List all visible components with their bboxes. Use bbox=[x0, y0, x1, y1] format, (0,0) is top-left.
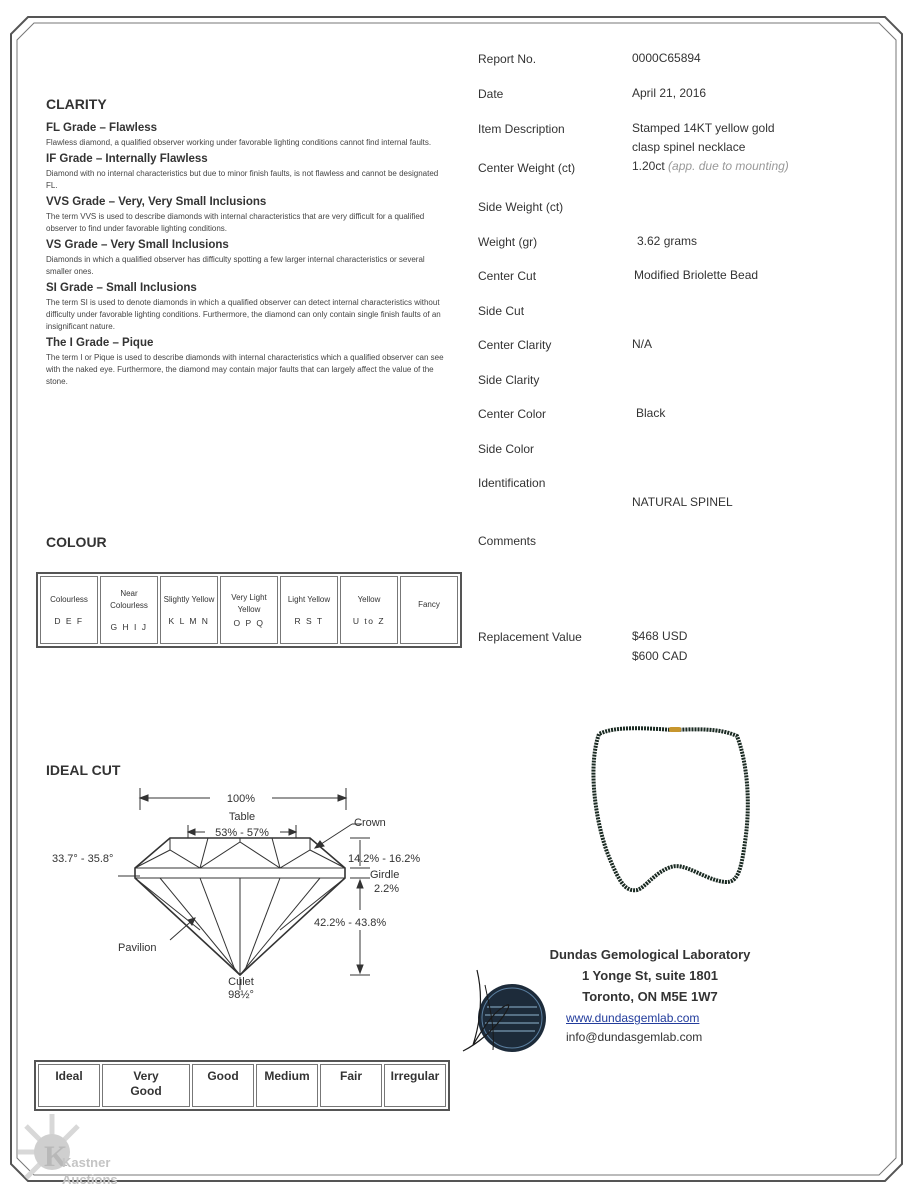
width-label: 100% bbox=[226, 793, 256, 805]
colour-cell bbox=[340, 576, 398, 644]
cut-grade-cell: Ideal bbox=[38, 1064, 100, 1107]
center-cut-label: Center Cut bbox=[478, 269, 537, 283]
colour-cell-letters: O P Q bbox=[233, 618, 265, 628]
lab-name: Dundas Gemological Laboratory bbox=[549, 947, 751, 962]
grade-description: Flawless diamond, a qualified observer working under favorable lighting conditions cannot find internal faults. bbox=[46, 138, 432, 147]
cut-grade-cell: Medium bbox=[256, 1064, 318, 1107]
lab-email: info@dundasgemlab.com bbox=[566, 1030, 703, 1044]
colour-cell bbox=[220, 576, 278, 644]
item-description-value: Stamped 14KT yellow gold bbox=[632, 121, 775, 135]
clarity-grade-si bbox=[46, 282, 446, 333]
colour-cell-label: Light Yellow bbox=[287, 595, 331, 604]
crown-label: Crown bbox=[354, 817, 386, 829]
table-range-label: 53% - 57% bbox=[215, 827, 269, 839]
colour-cell-label: Slightly Yellow bbox=[163, 595, 215, 604]
side-cut-label: Side Cut bbox=[478, 304, 525, 318]
replacement-value-usd: $468 USD bbox=[632, 629, 688, 643]
crown-angle-label: 33.7° - 35.8° bbox=[52, 853, 114, 865]
grade-title: FL Grade – Flawless bbox=[46, 122, 158, 134]
colour-cell-label: Yellow bbox=[357, 595, 381, 604]
colour-cell-label: Very Light Yellow bbox=[231, 593, 267, 614]
grade-title: VVS Grade – Very, Very Small Inclusions bbox=[46, 196, 267, 208]
culet-label: Culet bbox=[228, 976, 254, 988]
girdle-label: Girdle bbox=[370, 869, 400, 881]
colour-cell-letters: U to Z bbox=[352, 616, 386, 626]
colour-cell bbox=[100, 576, 158, 644]
grade-description: Diamonds in which a qualified observer has difficulty spotting a few larger internal characteristics or several smaller ones. bbox=[46, 255, 425, 276]
clarity-grade-if bbox=[46, 153, 446, 192]
center-color-label: Center Color bbox=[478, 407, 547, 421]
lab-website-link[interactable]: www.dundasgemlab.com bbox=[566, 1011, 700, 1025]
watermark-text-line1: Kastner bbox=[62, 1155, 111, 1170]
grade-title: The I Grade – Pique bbox=[46, 337, 154, 349]
clarity-heading: CLARITY bbox=[46, 96, 107, 112]
crown-height-label: 14.2% - 16.2% bbox=[348, 853, 421, 865]
table-label: Table bbox=[228, 811, 256, 823]
kastner-auctions-watermark bbox=[14, 1112, 144, 1192]
center-weight-value bbox=[632, 157, 789, 176]
cut-grade-cell: Fair bbox=[320, 1064, 382, 1107]
pavilion-label: Pavilion bbox=[118, 942, 157, 954]
colour-heading: COLOUR bbox=[46, 534, 107, 550]
weight-label: Weight (gr) bbox=[478, 235, 538, 249]
replacement-value-cad: $600 CAD bbox=[632, 649, 688, 663]
center-clarity-value: N/A bbox=[632, 337, 653, 351]
clarity-grade-vs bbox=[46, 239, 446, 278]
colour-cell-label: Fancy bbox=[418, 600, 440, 609]
center-weight-label: Center Weight (ct) bbox=[478, 161, 576, 175]
grade-title: SI Grade – Small Inclusions bbox=[46, 282, 197, 294]
colour-cell-letters: D E F bbox=[54, 616, 84, 626]
colour-scale-table bbox=[36, 572, 462, 648]
colour-cell bbox=[160, 576, 218, 644]
lab-address-line1: 1 Yonge St, suite 1801 bbox=[581, 968, 719, 983]
comments-label: Comments bbox=[478, 534, 537, 548]
report-no-label: Report No. bbox=[478, 52, 537, 66]
colour-cell-letters: K L M N bbox=[168, 616, 210, 626]
grade-description: The term SI is used to denote diamonds in which a qualified observer can detect internal characteristics without difficulty under favorable lighting conditions. Furthermore, the diamond can only contain single finish faults of an insignificant nature. bbox=[46, 298, 441, 331]
center-cut-value: Modified Briolette Bead bbox=[634, 268, 759, 282]
identification-value: NATURAL SPINEL bbox=[632, 495, 733, 509]
center-weight-note: (app. due to mounting) bbox=[668, 159, 789, 173]
report-no-value: 0000C65894 bbox=[632, 51, 701, 65]
colour-cell-letters: R S T bbox=[294, 616, 324, 626]
clarity-grade-i bbox=[46, 337, 446, 388]
clarity-grade-fl bbox=[46, 122, 446, 149]
date-label: Date bbox=[478, 87, 504, 101]
culet-pct-label: 98½° bbox=[228, 989, 254, 1001]
watermark-text-line2: Auctions bbox=[62, 1172, 118, 1187]
grade-title: IF Grade – Internally Flawless bbox=[46, 153, 208, 165]
necklace-photo bbox=[585, 722, 765, 897]
item-description-label: Item Description bbox=[478, 122, 565, 136]
lab-seal-stamp bbox=[455, 965, 555, 1060]
side-color-label: Side Color bbox=[478, 442, 535, 456]
svg-text:K: K bbox=[44, 1140, 68, 1173]
center-clarity-label: Center Clarity bbox=[478, 338, 552, 352]
lab-info bbox=[520, 944, 780, 1007]
center-color-value: Black bbox=[636, 406, 666, 420]
colour-cell bbox=[280, 576, 338, 644]
cut-grade-cell: Very Good bbox=[102, 1064, 190, 1107]
weight-value: 3.62 grams bbox=[637, 234, 698, 248]
clarity-grades bbox=[46, 122, 446, 392]
grade-description: Diamond with no internal characteristics but due to minor finish faults, is not flawless and cannot be designated FL. bbox=[46, 169, 439, 190]
diamond-cut-diagram bbox=[40, 780, 440, 1005]
grade-description: The term I or Pique is used to describe diamonds with internal characteristics which a qualified observer can see with the naked eye. Furthermore, the diamond may contain major faults that can largely affect the value of the stone. bbox=[46, 353, 444, 386]
colour-cell-label: Colourless bbox=[50, 595, 88, 604]
cut-grade-table bbox=[34, 1060, 450, 1111]
grade-description: The term VVS is used to describe diamonds with internal characteristics that are very difficult for a qualified observer to find under favorable lighting conditions. bbox=[46, 212, 425, 233]
lab-address-line2: Toronto, ON M5E 1W7 bbox=[582, 989, 718, 1004]
replacement-value-label: Replacement Value bbox=[478, 630, 582, 644]
pavilion-depth-label: 42.2% - 43.8% bbox=[314, 917, 387, 929]
cut-grade-cell: Irregular bbox=[384, 1064, 446, 1107]
girdle-pct-label: 2.2% bbox=[374, 883, 400, 895]
colour-cell-letters: G H I J bbox=[110, 622, 148, 632]
cut-grade-cell: Good bbox=[192, 1064, 254, 1107]
colour-cell bbox=[400, 576, 458, 644]
date-value: April 21, 2016 bbox=[632, 86, 707, 100]
ideal-cut-heading: IDEAL CUT bbox=[46, 762, 121, 778]
clarity-grade-vvs bbox=[46, 196, 446, 235]
item-description-value-line2: clasp spinel necklace bbox=[632, 140, 746, 154]
side-weight-label: Side Weight (ct) bbox=[478, 200, 564, 214]
side-clarity-label: Side Clarity bbox=[478, 373, 540, 387]
grade-title: VS Grade – Very Small Inclusions bbox=[46, 239, 229, 251]
center-weight-amount: 1.20ct bbox=[632, 159, 665, 173]
identification-label: Identification bbox=[478, 476, 546, 490]
colour-cell bbox=[40, 576, 98, 644]
colour-cell-label: Near Colourless bbox=[110, 589, 148, 610]
